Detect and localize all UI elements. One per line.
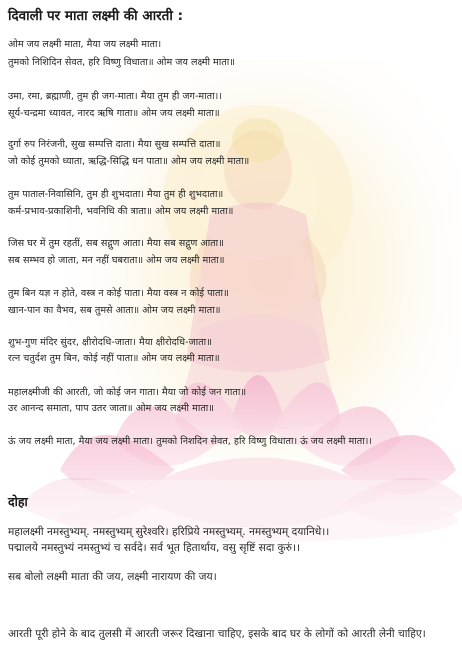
footer-note: आरती पूरी होने के बाद तुलसी में आरती जरूर दिखाना चाहिए, इसके बाद घर के लोगों को आरती लेनी चाहिए। — [8, 628, 426, 640]
aarti-refrain: ऊं जय लक्ष्मी माता, मैया जय लक्ष्मी माता। तुमको निशदिन सेवत, हरि विष्णु विधाता। ऊं जय लक्ष्मी माता।। — [8, 436, 372, 447]
aarti-line: सब सम्भव हो जाता, मन नहीं घबराता॥ ओम जय लक्ष्मी माता॥ — [8, 255, 225, 266]
aarti-line: ओम जय लक्ष्मी माता, मैया जय लक्ष्मी माता। — [8, 39, 162, 50]
aarti-line: जो कोई तुमको ध्याता, ऋद्धि-सिद्धि धन पाता॥ ओम जय लक्ष्मी माता॥ — [8, 156, 250, 167]
aarti-line: महालक्ष्मीजी की आरती, जो कोई जन गाता। मैया जो कोई जन गाता॥ — [8, 387, 247, 398]
page-title: दिवाली पर माता लक्ष्मी की आरती : — [8, 8, 183, 24]
aarti-line: रत्न चतुर्दश तुम बिन, कोई नहीं पाता॥ ओम जय लक्ष्मी माता॥ — [8, 353, 220, 364]
doha-heading: दोहा — [8, 494, 28, 509]
aarti-line: उमा, रमा, ब्रह्माणी, तुम ही जग-माता। मैया तुम ही जग-माता।। — [8, 91, 222, 102]
aarti-line: कर्म-प्रभाव-प्रकाशिनी, भवनिधि की त्राता॥ ओम जय लक्ष्मी माता॥ — [8, 206, 234, 217]
doha-line: पद्मालये नमस्तुभ्यं नमस्तुभ्यं च सर्वदे। सर्व भूत हितार्थाय, वसु सृष्टिं सदा कुरुं।। — [8, 542, 301, 554]
aarti-line: शुभ-गुण मंदिर सुंदर, क्षीरोदधि-जाता। मैया क्षीरोदधि-जाता॥ — [8, 337, 212, 348]
aarti-line: उर आनन्द समाता, पाप उतर जाता॥ ओम जय लक्ष्मी माता॥ — [8, 403, 215, 414]
aarti-line: दुर्गा रुप निरंजनी, सुख सम्पत्ति दाता। मैया सुख सम्पत्ति दाता॥ — [8, 139, 221, 150]
aarti-line: जिस घर में तुम रहतीं, सब सद्गुण आता। मैया सब सद्गुण आता॥ — [8, 238, 224, 249]
aarti-line: सूर्य-चन्द्रमा ध्यावत, नारद ऋषि गाता॥ ओम जय लक्ष्मी माता॥ — [8, 108, 220, 119]
aarti-line: खान-पान का वैभव, सब तुमसे आता॥ ओम जय लक्ष्मी माता॥ — [8, 305, 221, 316]
aarti-line: तुमको निशिदिन सेवत, हरि विष्णु विधाता॥ ओम जय लक्ष्मी माता॥ — [8, 57, 235, 68]
aarti-line: तुम पाताल-निवासिनि, तुम ही शुभदाता। मैया तुम ही शुभदाता॥ — [8, 189, 224, 200]
doha-line: महालक्ष्मी नमस्तुभ्यम्. नमस्तुभ्यम् सुरेश्वरि। हरिप्रिये नमस्तुभ्यम्. नमस्तुभ्यम् दयानिधे।। — [8, 526, 330, 538]
closing-line: सब बोलो लक्ष्मी माता की जय, लक्ष्मी नारायण की जय। — [8, 571, 217, 583]
aarti-line: तुम बिन यज्ञ न होते, वस्त्र न कोई पाता। मैया वस्त्र न कोई पाता॥ — [8, 288, 229, 299]
